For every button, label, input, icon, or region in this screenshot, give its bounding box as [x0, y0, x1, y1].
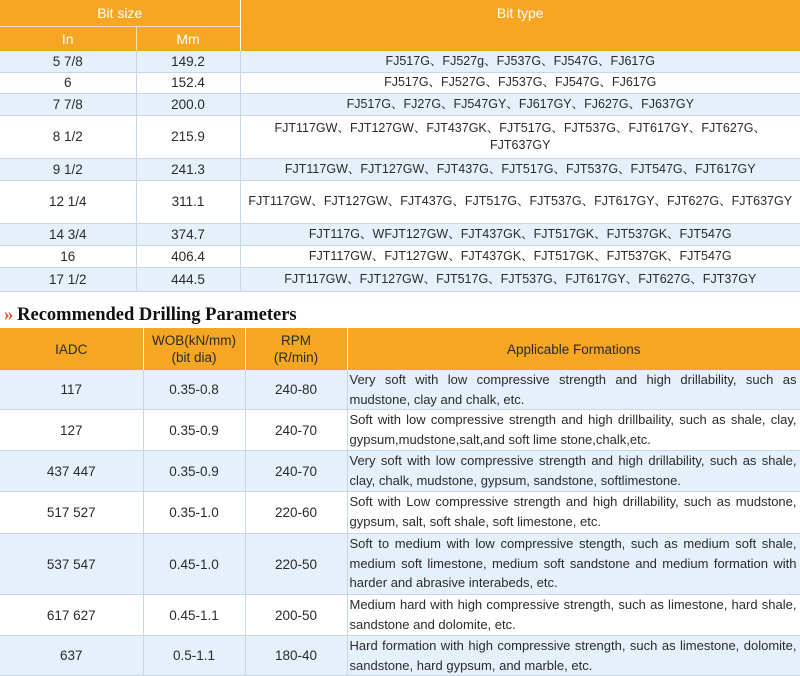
iadc-code: 127	[0, 410, 143, 451]
rpm-value: 220-50	[245, 534, 347, 595]
wob-value: 0.45-1.0	[143, 534, 245, 595]
table-row	[0, 158, 800, 180]
wob-value: 0.35-0.9	[143, 410, 245, 451]
wob-value: 0.45-1.1	[143, 595, 245, 636]
table-row	[0, 267, 800, 291]
rpm-value: 240-70	[245, 410, 347, 451]
formation-description: Soft with low compressive strength and high drillbaility, such as shale, clay, gypsum,mudstone,salt,and soft lime stone,chalk,etc.	[347, 410, 800, 451]
bit-size-in: 17 1/2	[0, 267, 136, 291]
bit-type-list: FJT117G、WFJT127GW、FJT437GK、FJT517GK、FJT537GK、FJT547G	[240, 223, 800, 245]
bit-size-in: 16	[0, 245, 136, 267]
iadc-code: 617 627	[0, 595, 143, 636]
table-row	[0, 636, 800, 676]
rpm-value: 180-40	[245, 636, 347, 676]
bit-size-mm: 444.5	[136, 267, 240, 291]
rpm-value: 200-50	[245, 595, 347, 636]
bit-size-in: 6	[0, 72, 136, 93]
iadc-header: IADC	[0, 328, 143, 370]
bit-size-mm: 311.1	[136, 180, 240, 223]
bit-type-header: Bit type	[240, 0, 800, 51]
wob-value: 0.5-1.1	[143, 636, 245, 676]
wob-value: 0.35-0.9	[143, 451, 245, 492]
formation-description: Medium hard with high compressive strength, such as limestone, hard shale, sandstone and dolomite, etc.	[347, 595, 800, 636]
table-row	[0, 595, 800, 636]
table-row	[0, 223, 800, 245]
table-row	[0, 410, 800, 451]
wob-header-line2: (bit dia)	[171, 350, 217, 365]
rpm-header-line2: (R/min)	[273, 350, 319, 365]
double-chevron-right-icon: »	[4, 304, 11, 325]
in-column-header: In	[0, 26, 136, 51]
table-row	[0, 492, 800, 534]
table-row	[0, 51, 800, 72]
bit-type-list: FJ517G、FJ527g、FJ537G、FJ547G、FJ617G	[240, 51, 800, 72]
table-row	[0, 245, 800, 267]
table-row	[0, 370, 800, 410]
bit-type-list: FJT117GW、FJT127GW、FJT437G、FJT517G、FJT537G、FJT547G、FJT617GY	[240, 158, 800, 180]
section-title	[4, 302, 297, 328]
iadc-code: 117	[0, 370, 143, 410]
bit-size-mm: 200.0	[136, 93, 240, 115]
rpm-header	[245, 328, 347, 370]
rpm-value: 240-80	[245, 370, 347, 410]
bit-type-list: FJ517G、FJ527G、FJ537G、FJ547G、FJ617G	[240, 72, 800, 93]
table-row	[0, 72, 800, 93]
bit-size-in: 14 3/4	[0, 223, 136, 245]
iadc-code: 537 547	[0, 534, 143, 595]
bit-size-header: Bit size	[0, 0, 240, 26]
iadc-code: 517 527	[0, 492, 143, 534]
iadc-code: 437 447	[0, 451, 143, 492]
wob-value: 0.35-1.0	[143, 492, 245, 534]
table-row	[0, 451, 800, 492]
section-title-text: Recommended Drilling Parameters	[17, 305, 297, 325]
formation-description: Soft with Low compressive strength and high drillability, such as mudstone, gypsum, salt, soft shale, soft limestone, etc.	[347, 492, 800, 534]
wob-header	[143, 328, 245, 370]
wob-value: 0.35-0.8	[143, 370, 245, 410]
bit-type-list: FJT117GW、FJT127GW、FJT437GK、FJT517GK、FJT537GK、FJT547G	[240, 245, 800, 267]
bit-size-mm: 406.4	[136, 245, 240, 267]
bit-type-list: FJT117GW、FJT127GW、FJT517G、FJT537G、FJT617GY、FJT627G、FJT37GY	[240, 267, 800, 291]
formation-description: Very soft with low compressive strength and high drillability, such as shale, clay, chalk, mudstone, gypsum, sandstone, softlimestone.	[347, 451, 800, 492]
bit-size-mm: 374.7	[136, 223, 240, 245]
rpm-value: 220-60	[245, 492, 347, 534]
bit-size-in: 12 1/4	[0, 180, 136, 223]
table-row	[0, 115, 800, 158]
table-row	[0, 180, 800, 223]
bit-size-in: 5 7/8	[0, 51, 136, 72]
bit-size-in: 9 1/2	[0, 158, 136, 180]
bit-size-mm: 215.9	[136, 115, 240, 158]
iadc-code: 637	[0, 636, 143, 676]
bit-size-in: 7 7/8	[0, 93, 136, 115]
rpm-value: 240-70	[245, 451, 347, 492]
bit-size-in: 8 1/2	[0, 115, 136, 158]
bit-size-mm: 149.2	[136, 51, 240, 72]
formation-description: Hard formation with high compressive strength, such as limestone, dolomite, sandstone, hard gypsum, and marble, etc.	[347, 636, 800, 676]
bit-type-list: FJT117GW、FJT127GW、FJT437GK、FJT517G、FJT537G、FJT617GY、FJT627G、FJT637GY	[240, 115, 800, 158]
rpm-header-line1: RPM	[281, 333, 311, 348]
mm-column-header: Mm	[136, 26, 240, 51]
wob-header-line1: WOB(kN/mm)	[152, 333, 236, 348]
bit-size-mm: 241.3	[136, 158, 240, 180]
bit-size-table	[0, 0, 800, 292]
formation-description: Very soft with low compressive strength and high drillability, such as mudstone, clay and chalk, etc.	[347, 370, 800, 410]
table-row	[0, 93, 800, 115]
bit-type-list: FJT117GW、FJT127GW、FJT437G、FJT517G、FJT537G、FJT617GY、FJT627G、FJT637GY	[240, 180, 800, 223]
bit-type-list: FJ517G、FJ27G、FJ547GY、FJ617GY、FJ627G、FJ637GY	[240, 93, 800, 115]
formation-description: Soft to medium with low compressive stength, such as medium soft shale, medium soft limestone, medium soft sandstone and medium formation with harder and abrasive interabeds, etc.	[347, 534, 800, 595]
bit-size-mm: 152.4	[136, 72, 240, 93]
formations-header: Applicable Formations	[347, 328, 800, 370]
drilling-parameters-table	[0, 328, 800, 676]
table-row	[0, 534, 800, 595]
